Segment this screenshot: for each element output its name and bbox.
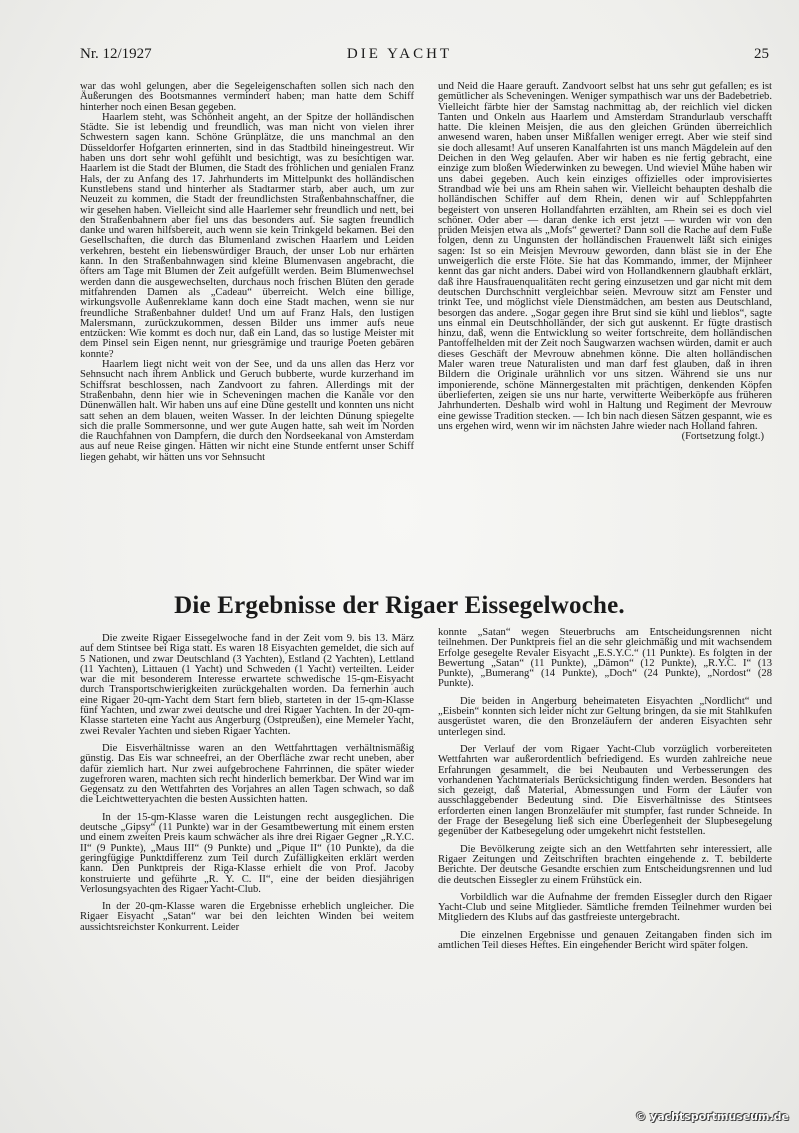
paragraph: konnte „Satan“ wegen Steuerbruchs am Entscheidungsrennen nicht teilnehmen. Der Punktpreis fiel an die sehr gleichmäßig und mit wachsendem Erfolge gesegelte Revaler Eisyacht „E.S.Y.C.“ (11 Punkte). Es folgten in der Bewertung „Satan“ (11 Punkte), „Dämon“ (12 Punkte), „R.Y.C. I“ (13 Punkte), „Bumerang“ (14 Punkte), „Doch“ (24 Punkte), „Nordost“ (28 Punkte). <box>438 627 772 690</box>
paragraph: In der 20-qm-Klasse waren die Ergebnisse erheblich ungleicher. Die Rigaer Eisyacht „Satan“ war bei den leichten Winden bei weitem aussichtsreichster Konkurrent. Leider <box>80 901 414 933</box>
article2-right-column <box>438 628 772 951</box>
paragraph: Die zweite Rigaer Eissegelwoche fand in der Zeit vom 9. bis 13. März auf dem Stintsee bei Riga statt. Es waren 18 Eisyachten gemeldet, die sich auf 5 Nationen, und zwar Deutschland (3 Yachten), Estland (2 Yachten), Lettland (11 Yachten), Littauen (1 Yacht) und Schweden (1 Yacht) verteilten. Leider war die mit besonderem Interesse erwartete schwedische 15-qm-Eisyacht durch Transportschwierigkeiten zurückgehalten worden. Da fernerhin auch eine Rigaer 20-qm-Yacht dem Start fern blieb, starteten in der 15-qm-Klasse fünf Yachten, und zwar zwei deutsche und drei Rigaer Yachten. In der 20-qm-Klasse starteten eine Yacht aus Angerburg (Ostpreußen), eine Memeler Yacht, zwei Revaler Yachten und sieben Rigaer Yachten. <box>80 633 414 737</box>
page-number: 25 <box>754 46 769 62</box>
article1-right-column <box>438 82 772 442</box>
magazine-name: DIE YACHT <box>346 46 453 62</box>
paragraph: Die Bevölkerung zeigte sich an den Wettfahrten sehr interessiert, alle Rigaer Zeitungen und Zeitschriften brachten eingehende z. T. bebilderte Berichte. Der deutsche Gesandte erschien zum Entscheidungsrennen und lud die deutschen Eissegler zu einem Frühstück ein. <box>438 843 772 886</box>
watermark: © yachtsportmuseum.de <box>635 1110 789 1123</box>
continuation-note: (Fortsetzung folgt.) <box>681 431 764 443</box>
article2-left-column <box>80 634 414 933</box>
article-title: Die Ergebnisse der Rigaer Eissegelwoche. <box>174 592 625 619</box>
issue-number: Nr. 12/1927 <box>80 46 152 62</box>
article1-left-column <box>80 82 414 463</box>
paragraph: Der Verlauf der vom Rigaer Yacht-Club vorzüglich vorbereiteten Wettfahrten war außerordentlich befriedigend. Es wurden zahlreiche neue Erfahrungen gesammelt, die bei Neubauten und Verbesserungen des vorhandenen Yachtmaterials Berücksichtigung finden werden. Besonders hat sich gezeigt, daß Material, Abmessungen und Form der Läufer von ausschlaggebender Bedeutung sind. Die Eisverhältnisse des Stintsees erforderten einen langen Bronzeläufer mit stumpfer, fast runder Schneide. In der Frage der Besegelung ließ sich eine Überlegenheit der Slupbesegelung gegenüber der Katbesegelung oder umgekehrt nicht feststellen. <box>438 743 772 838</box>
paragraph: In der 15-qm-Klasse waren die Leistungen recht ausgeglichen. Die deutsche „Gipsy“ (11 Punkte) war in der Gesamtbewertung mit einem ersten und einem zweiten Preis kaum schwächer als ihre drei Rigaer Gegner „R.Y.C. II“ (9 Punkte), „Maus III“ (9 Punkte) und „Pique II“ (10 Punkte), da die geringfügige Punktdifferenz zum Teil durch Zufälligkeiten erklärt werden kann. Den Punktpreis der Riga-Klasse erhielt die von Prof. Jacoby konstruierte und geführte „R. Y. C. II“, eine der beiden diesjährigen Verlosungsyachten des Rigaer Yacht-Club. <box>80 811 414 895</box>
paragraph: Die Eisverhältnisse waren an den Wettfahrttagen verhältnismäßig günstig. Das Eis war schneefrei, an der Oberfläche zwar recht uneben, aber dafür ziemlich hart. Nur zwei aufgebrochene Fahrrinnen, die später wieder zugefroren waren, machten sich recht hinderlich bemerkbar. Der Wind war im Gegensatz zu den Wettfahrten des Vorjahres an allen Tagen schwach, so daß die Leichtwetteryachten die besten Aussichten hatten. <box>80 742 414 806</box>
paragraph: Vorbildlich war die Aufnahme der fremden Eissegler durch den Rigaer Yacht-Club und seine Mitglieder. Sämtliche fremden Teilnehmer wurden bei Mitgliedern des Klubs auf das gastfreieste untergebracht. <box>438 891 772 924</box>
paragraph: war das wohl gelungen, aber die Segeleigenschaften sollen sich nach den Äußerungen des Bootsmannes vermindert haben; man hatte dem Schiff hinterher noch einen Besan gegeben. <box>80 81 414 113</box>
paragraph: Die einzelnen Ergebnisse und genauen Zeitangaben finden sich im amtlichen Teil dieses Heftes. Ein eingehender Bericht wird später folgen. <box>438 929 772 952</box>
paragraph: und Neid die Haare gerauft. Zandvoort selbst hat uns sehr gut gefallen; es ist gemütlicher als Scheveningen. Weniger sympathisch war uns der Badebetrieb. Vielleicht färbte hier der Samstag nachmittag ab, der reichlich viel dicken Tanten und Onkeln aus Haarlem und Amsterdam Strandurlaub verschafft hatte. Die kleinen Meisjen, die aus den gleichen Gründen überreichlich anwesend waren, haben unser Mißfallen weniger erregt. Aber wie steif sind sie doch allesamt! Auf unseren Kanalfahrten ist uns manch Mägdelein auf den Deichen in den Weg gelaufen. Aber wir haben es nie fertig gebracht, eine einzige zum bloßen Wiederwinken zu bewegen. Und wieviel Mühe haben wir uns dabei gegeben. Auch kein einziges offizielles oder improvisiertes Strandbad wie bei uns am Rhein sahen wir. Vielleicht behaupten deshalb die holländischen Schiffer auf dem Rhein, denen wir auf Schleppfahrten begeistert von unseren Hollandfahrten erzählten, am Rhein sei es doch viel schöner. Oder aber — daran denke ich erst jetzt — wurden wir von den prüden Meisjen etwa als „Mofs“ gewertet? Dann soll die Rache auf dem Fuße folgen, denn zu Ungunsten der holländischen Frauenwelt läßt sich einiges sagen: Ist so ein Meisjen Mevrouw geworden, dann bläst sie in der Ehe unweigerlich die erste Flöte. Sie hat das Kommando, immer, der Mijnheer kennt das gar nicht anders. Dabei wird von Hollandkennern glaubhaft erklärt, daß ihre Hausfrauenqualitäten recht gering einzusetzen und gar nicht mit dem deutschen Durchschnitt vergleichbar seien. Mevrouw sitzt am Fenster und trinkt Tee, und möglichst viele Dienstmädchen, am besten aus Deutschland, besorgen das andere. „Sogar gegen ihre Brut sind sie kühl und lieblos“, sagte uns einmal ein Deutschholländer, der sich gut auskennt. Er fügte drastisch hinzu, daß, wenn die Entwicklung so weiter fortschreite, dem holländischen Pantoffelhelden mit der Zeit noch Saugwarzen wachsen würden, damit er auch dieses Geschäft der Mevrouw abnehmen könne. Die alten holländischen Maler waren treue Naturalisten und man darf fest glauben, daß in ihren Bildern die Originale urähnlich vor uns sitzen. Während sie uns nur imponierende, schöne Männergestalten mit prächtigen, denkenden Köpfen überlieferten, zeigen sie uns nur harte, verwitterte Weiberköpfe aus früheren Jahrhunderten. Deshalb wird wohl in Haltung und Regiment der Mevrouw eine gewisse Tradition stecken. — Ich bin nach diesen Sätzen gespannt, wie es uns ergehen wird, wenn wir im nächsten Jahre wieder nach Holland fahren. <box>438 81 772 432</box>
paragraph: Haarlem steht, was Schönheit angeht, an der Spitze der holländischen Städte. Sie ist lebendig und freundlich, was man nicht von vielen ihrer Schwestern sagen kann. Schöne Grünplätze, die uns manchmal an den Düsseldorfer Hofgarten erinnerten, sind in das Stadtbild hineingestreut. Wir haben uns dort sehr wohl gefühlt und besichtigt, was zu besichtigen war. Haarlem ist die Stadt der Blumen, die Stadt des fröhlichen und genialen Franz Hals, der zu Anfang des 17. Jahrhunderts im Mittelpunkt des holländischen Kunstlebens stand und hinterher als Stadtarmer starb, aber auch, um zur Neuzeit zu kommen, die Stadt der freundlichsten Straßenbahnschaffner, die wir gesehen haben. Vielleicht sind alle Haarlemer sehr freundlich und nett, bei den Straßenbahnern aber fiel uns das besonders auf. Sie sagten freundlich danke und waren hilfsbereit, auch wenn sie kein Trinkgeld bekamen. Bei den Gesellschaften, die durch das Blumenland zwischen Haarlem und Leiden verkehren, besteht ein liebenswürdiger Brauch, der unser Lob nur erhärten kann. In den Straßenbahnwagen sind kleine Blumenvasen angebracht, die öfters am Tage mit Blumen der Zeit aufgefüllt werden. Beim Blumenwechsel werden dann die ausgewechselten, durchaus noch frischen Blüten den gerade mitfahrenden Damen als „Cadeau“ überreicht. Welch eine billige, wirkungsvolle Außenreklame kann doch eine Stadt machen, wenn sie nur freundliche Straßenbahner duldet! Und um auf Franz Hals, den lustigen Malersmann, zurückzukommen, dessen Bilder uns immer aufs neue entzücken: Wie kommt es doch nur, daß ein Land, das so lustige Meister mit dem Pinsel sein Eigen nennt, nur griesgrämige und traurige Poeten gebären konnte? <box>80 111 414 360</box>
paragraph: Die beiden in Angerburg beheimateten Eisyachten „Nordlicht“ und „Eisbein“ konnten sich leider nicht zur Geltung bringen, da sie mit Stahlkufen ausgerüstet waren, die den Bronzeläufern der anderen Eisyachten sehr unterlegen sind. <box>438 695 772 738</box>
paragraph: Haarlem liegt nicht weit von der See, und da uns allen das Herz vor Sehnsucht nach ihrem Anblick und Geruch bubberte, wurde kurzerhand im Schiffsrat beschlossen, nach Zandvoort zu fahren. Allerdings mit der Straßenbahn, denn hier wie in Scheveningen machen die Kanäle vor den Dünenwällen halt. Wir haben uns auf eine Düne gestellt und konnten uns nicht satt sehen an dem blauen, weiten Wasser. In der leichten Dünung spiegelte sich die pralle Sommersonne, und wer gute Augen hatte, sah weit im Norden die Rauchfahnen von Dampfern, die durch den Nordseekanal von Amsterdam aus auf neue Reise gingen. Hätten wir nicht eine Stunde entfernt unser Schiff liegen gehabt, wir hätten uns vor Sehnsucht <box>80 359 414 463</box>
